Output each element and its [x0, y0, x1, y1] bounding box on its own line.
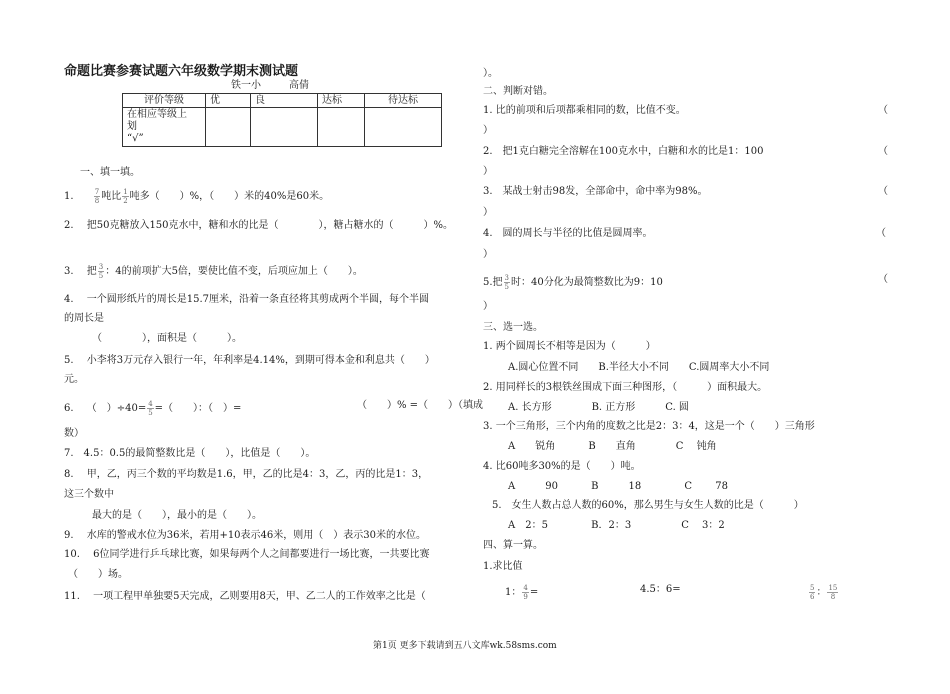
- question-text: 时：40分化为最简整数比为9：10: [511, 277, 663, 288]
- question-4-line-1: 4. 一个圆形纸片的周长是15.7厘米，沿着一条直径将其剪成两个半圆，每个半圆: [64, 294, 429, 305]
- question-11: 11. 一项工程甲单独要5天完成，乙则要用8天，甲、乙二人的工作效率之比是（: [64, 591, 426, 602]
- choice-question-3: 3. 一个三角形，三个内角的度数之比是2：3：4，这是一个（ ）三角形: [483, 421, 815, 432]
- row-label-cell: [123, 108, 206, 147]
- denominator: 5: [148, 409, 153, 417]
- question-9: 9. 水库的警戒水位为36米，若用+10表示46米，则用（ ）表示30米的水位。: [64, 530, 426, 541]
- question-text: 5.把: [483, 277, 503, 288]
- row-label-line: 在相应等级上: [127, 109, 187, 120]
- question-4-line-2: 的周长是: [64, 313, 104, 324]
- header-cell: 优: [206, 94, 251, 108]
- question-10-line-2: （ ）场。: [68, 569, 128, 580]
- denominator: 6: [810, 593, 815, 601]
- choice-options-4[interactable]: A 90 B 18 C 78: [508, 481, 728, 492]
- answer-bracket-open[interactable]: （: [878, 146, 888, 157]
- denominator: 2: [123, 197, 128, 205]
- numerator: 7: [94, 188, 100, 196]
- subsection-heading: 1.求比值: [483, 561, 523, 572]
- question-5-line-2: 元。: [64, 374, 84, 385]
- school-name: 铁一小: [231, 80, 261, 91]
- answer-bracket-open[interactable]: （: [876, 228, 886, 239]
- fraction: [522, 584, 528, 601]
- denominator: 5: [98, 272, 104, 280]
- choice-options-5[interactable]: A 2：5 B．2：3 C 3：2: [508, 520, 725, 531]
- question-text: =（ ）：（ ）=: [154, 403, 242, 414]
- fraction: [809, 584, 815, 601]
- calc-expression-2: 4.5：6=: [640, 584, 681, 595]
- section-heading: 三、选一选。: [483, 322, 543, 333]
- judge-question-4: 4. 圆的周长与半径的比值是圆周率。: [483, 228, 653, 239]
- row-label-line: “√”: [127, 133, 144, 144]
- teacher-name: 高倩: [289, 80, 309, 91]
- choice-question-2: 2. 用同样长的3根铁丝围成下面三种图形，（ ）面积最大。: [483, 382, 768, 393]
- calc-expression-3: [808, 584, 839, 601]
- expression-text: ：: [816, 587, 827, 598]
- header-cell: 良: [251, 94, 318, 108]
- numerator: 4: [523, 584, 528, 592]
- choice-options-1[interactable]: A.圆心位置不同 B.半径大小不同 C.圆周率大小不同: [508, 362, 770, 373]
- numerator: 4: [148, 400, 153, 408]
- denominator: 5: [504, 283, 510, 291]
- numerator: 1: [123, 188, 128, 196]
- question-3: [64, 263, 363, 280]
- question-8-line-2: 这三个数中: [64, 489, 114, 500]
- numerator: 5: [810, 584, 815, 592]
- question-number: 1.: [64, 191, 74, 202]
- question-8-line-3: 最大的是（ ），最小的是（ ）。: [92, 510, 262, 521]
- answer-bracket-close: ）: [483, 166, 493, 177]
- question-6-line-2: 数）: [64, 428, 84, 439]
- answer-bracket-close: ）: [483, 301, 493, 312]
- row-label-line: 划: [127, 121, 137, 132]
- header-cell: 评价等级: [123, 94, 206, 108]
- header-cell: 待达标: [365, 94, 442, 108]
- fraction: [147, 400, 153, 417]
- denominator: 9: [523, 593, 528, 601]
- grade-cell-excellent[interactable]: [206, 108, 251, 147]
- header-cell: 达标: [318, 94, 365, 108]
- question-4-line-3: （ ），面积是（ ）。: [92, 333, 242, 344]
- grade-table: [122, 93, 442, 147]
- grade-cell-pending[interactable]: [365, 108, 442, 147]
- answer-bracket-close: ）: [483, 125, 493, 136]
- expression-text: 1：: [505, 587, 522, 598]
- question-8-line-1: 8. 甲，乙，丙三个数的平均数是1.6，甲，乙的比是4：3，乙，丙的比是1：3，: [64, 469, 429, 480]
- denominator: 8: [94, 197, 100, 205]
- answer-bracket-open[interactable]: （: [878, 186, 888, 197]
- fraction: [98, 263, 104, 280]
- judge-question-2: 2. 把1克白糖完全溶解在100克水中，白糖和水的比是1：100: [483, 146, 764, 157]
- question-6: [64, 400, 241, 417]
- section-heading: 四、算一算。: [483, 540, 543, 551]
- answer-bracket-close: ）: [483, 249, 493, 260]
- question-text: 吨比: [101, 191, 122, 202]
- question-7: 7. 4.5：0.5的最简整数比是（ ），比值是（ ）。: [64, 448, 316, 459]
- page-title: 命题比赛参赛试题六年级数学期末测试题: [64, 64, 299, 79]
- question-1: [64, 188, 329, 205]
- section-heading: 一、填一填。: [80, 167, 140, 178]
- grade-table-row: [123, 108, 442, 147]
- judge-question-5: [483, 274, 663, 291]
- question-2: 2. 把50克糖放入150克水中，糖和水的比是（ ），糖占糖水的（ ）%。: [64, 220, 454, 231]
- fraction: [122, 188, 128, 205]
- choice-question-5: 5. 女生人数占总人数的60%，那么男生与女生人数的比是（ ）: [492, 500, 804, 511]
- page-footer: 第1页 更多下载请到五八文库wk.58sms.com: [373, 641, 557, 651]
- fraction: [504, 274, 510, 291]
- question-text: ：4的前项扩大5倍，要使比值不变，后项应加上（ ）。: [105, 266, 363, 277]
- numerator: 3: [98, 263, 104, 271]
- choice-options-3[interactable]: A 锐角 B 直角 C 钝角: [508, 441, 717, 452]
- judge-question-1: 1. 比的前项和后项都乘相同的数，比值不变。: [483, 105, 686, 116]
- numerator: 15: [828, 584, 838, 592]
- fraction: [827, 584, 838, 601]
- question-5-line-1: 5. 小李将3万元存入银行一年，年利率是4.14%，到期可得本金和利息共（ ）: [64, 355, 435, 366]
- question-text: 3. 把: [64, 266, 97, 277]
- expression-text: =: [529, 587, 539, 598]
- question-11-continued: ）。: [483, 68, 498, 79]
- choice-question-1: 1. 两个圆周长不相等是因为（ ）: [483, 341, 656, 352]
- numerator: 3: [504, 274, 510, 282]
- answer-bracket-open[interactable]: （: [878, 105, 888, 116]
- grade-cell-good[interactable]: [251, 108, 318, 147]
- question-6-right: （ ）% =（ ）（填成: [357, 400, 484, 411]
- answer-bracket-open[interactable]: （: [878, 274, 888, 285]
- question-text: 吨多（ ）%，（ ）米的40%是60米。: [129, 191, 330, 202]
- question-text: 6. （ ）÷40=: [64, 403, 147, 414]
- answer-bracket-close: ）: [483, 207, 493, 218]
- section-heading: 二、判断对错。: [483, 86, 553, 97]
- fraction: [94, 188, 100, 205]
- grade-cell-pass[interactable]: [318, 108, 365, 147]
- calc-expression-1: [505, 584, 538, 601]
- choice-question-4: 4. 比60吨多30%的是（ ）吨。: [483, 461, 641, 472]
- choice-options-2[interactable]: A. 长方形 B. 正方形 C. 圆: [508, 402, 689, 413]
- judge-question-3: 3. 某战士射击98发，全部命中，命中率为98%。: [483, 186, 708, 197]
- grade-table-header-row: [123, 94, 442, 108]
- question-10-line-1: 10. 6位同学进行乒乓球比赛，如果每两个人之间都要进行一场比赛，一共要比赛: [64, 549, 430, 560]
- denominator: 8: [830, 593, 836, 601]
